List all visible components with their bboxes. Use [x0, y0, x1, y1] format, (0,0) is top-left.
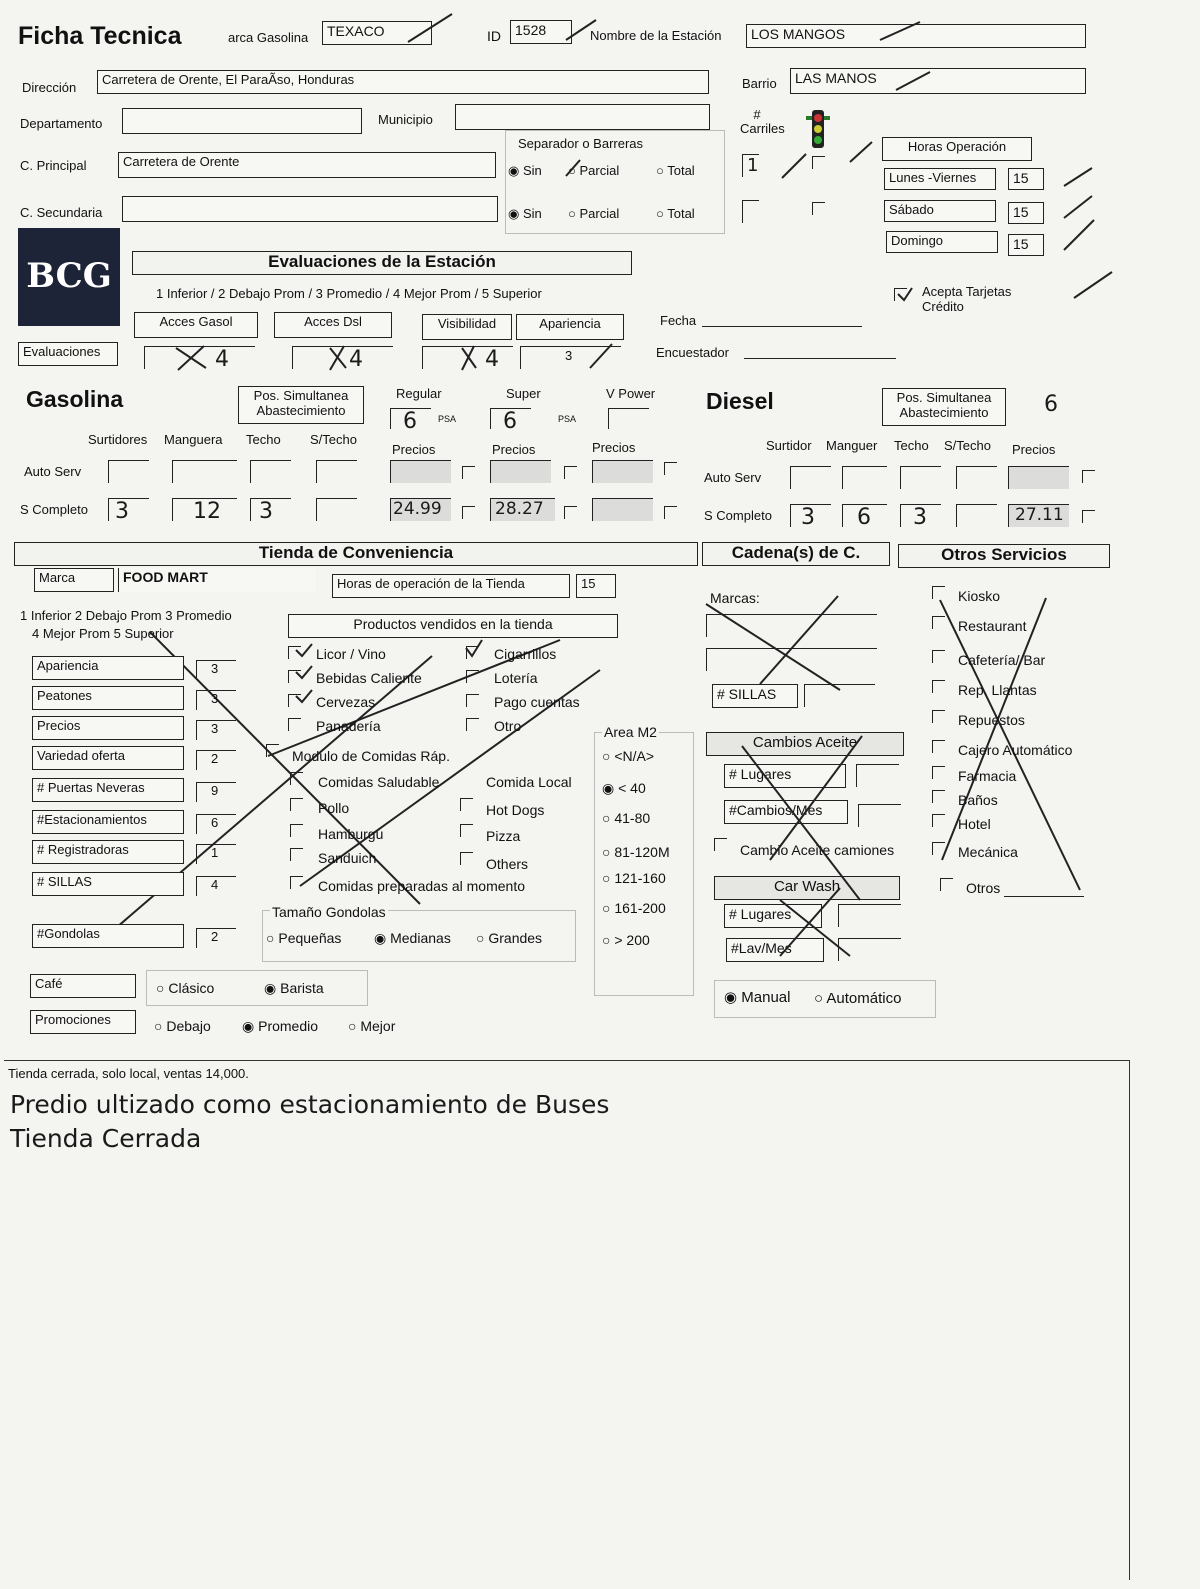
c-principal-label: C. Principal [20, 158, 87, 173]
otros-checkbox-5[interactable] [932, 740, 945, 753]
area-label-5: 161-200 [614, 900, 666, 916]
acces-gasol-label: Acces Gasol [134, 312, 258, 338]
otros-checkbox-3[interactable] [932, 680, 945, 693]
rating-value-7[interactable]: 4 [196, 876, 236, 896]
sep2-sin-radio[interactable]: ◉ Sin [508, 206, 542, 221]
nombre-estacion-field[interactable]: LOS MANGOS [746, 24, 1086, 48]
otros-checkbox-8[interactable] [932, 814, 945, 827]
otros-label-2: Cafetería/ Bar [958, 652, 1046, 668]
carwash-automatico-label: Automático [826, 990, 902, 1007]
apariencia-label: Apariencia [516, 314, 624, 340]
cambio-camiones-label: Cambio Aceite camiones [740, 842, 895, 858]
producto-label-7: Otro [494, 718, 522, 734]
otros-label-6: Farmacia [958, 768, 1017, 784]
comida-checkbox-2[interactable] [290, 824, 303, 837]
rating-value-4[interactable]: 9 [196, 782, 236, 802]
gas-sc-surtidores-value: 3 [115, 499, 129, 524]
page-title: Ficha Tecnica [18, 22, 182, 50]
eval-acces-gasol-value: 4 [215, 347, 229, 372]
otros-checkbox-9[interactable] [932, 842, 945, 855]
cafe-barista-label: Barista [280, 980, 324, 996]
gondolas-title: Tamaño Gondolas [272, 904, 386, 920]
otros-checkbox-7[interactable] [932, 790, 945, 803]
lav-mes-label: #Lav/Mes [726, 938, 824, 962]
tienda-horas-field[interactable]: 15 [576, 574, 616, 598]
gondolas-pequenas-label: Pequeñas [278, 930, 342, 946]
sep1-total-label: Total [667, 163, 695, 178]
rating-label-1: Peatones [32, 686, 184, 710]
lunes-viernes-field[interactable]: 15 [1008, 168, 1044, 190]
vpower-precios-label: Precios [592, 440, 636, 455]
tienda-horas-label: Horas de operación de la Tienda [332, 574, 570, 598]
cambios-aceite-button[interactable]: Cambios Aceite [706, 732, 904, 756]
cafe-clasico-label: Clásico [168, 980, 215, 996]
gas-col-manguera: Manguera [164, 432, 223, 447]
gondolas-grandes-radio[interactable]: ○ Grandes [476, 930, 543, 946]
gondolas-medianas-radio[interactable]: ◉ Medianas [374, 930, 451, 946]
carriles-label: # Carriles [740, 107, 785, 136]
diesel-title: Diesel [706, 388, 774, 414]
comida-label-2: Hamburgu [318, 826, 384, 842]
rating-value-3[interactable]: 2 [196, 750, 236, 770]
gas-col-surtidores: Surtidores [88, 432, 148, 447]
diesel-col-manguer: Manguer [826, 438, 878, 453]
otros-label-7: Baños [958, 792, 998, 808]
gondolas-medianas-label: Medianas [390, 930, 451, 946]
super-precios-label: Precios [492, 442, 536, 457]
tienda-marca-label: Marca [34, 568, 114, 592]
diesel-s-completo-label: S Completo [704, 508, 772, 523]
sep1-total-radio[interactable]: ○ Total [656, 163, 695, 178]
producto-checkbox-1[interactable] [288, 670, 301, 683]
car-wash-button[interactable]: Car Wash [714, 876, 900, 900]
producto-label-0: Licor / Vino [316, 646, 386, 662]
sep2-parcial-radio[interactable]: ○ Parcial [568, 206, 620, 221]
evaluaciones-scale: 1 Inferior / 2 Debajo Prom / 3 Promedio / 4 Mejor Prom / 5 Superior [156, 286, 542, 301]
productos-header: Productos vendidos en la tienda [288, 614, 618, 638]
regular-psa-label: PSA [438, 414, 457, 424]
comida-checkbox-1[interactable] [290, 798, 303, 811]
producto-label-3: Panadería [316, 718, 381, 734]
comida-checkbox-4[interactable] [290, 876, 303, 889]
diesel-col-stecho: S/Techo [944, 438, 991, 453]
tienda-scale-1: 1 Inferior 2 Debajo Prom 3 Promedio [20, 608, 232, 623]
horas-operacion-button[interactable]: Horas Operación [882, 137, 1032, 161]
super-label: Super [506, 386, 541, 401]
area-label-1: < 40 [618, 780, 646, 796]
otros-label-9: Mecánica [958, 844, 1018, 860]
promo-promedio-radio[interactable]: ◉ Promedio [242, 1018, 319, 1034]
fecha-label: Fecha [660, 313, 697, 328]
sep1-sin-radio[interactable]: ◉ Sin [508, 163, 542, 178]
regular-precios-label: Precios [392, 442, 436, 457]
producto-checkbox-6[interactable] [466, 694, 479, 707]
producto-label-4: Cigarrillos [494, 646, 557, 662]
diesel-col-techo: Techo [894, 438, 929, 453]
sabado-field[interactable]: 15 [1008, 202, 1044, 224]
promo-mejor-label: Mejor [360, 1018, 396, 1034]
area-label-2: 41-80 [614, 810, 651, 826]
regular-label: Regular [396, 386, 442, 401]
vpower-label: V Power [606, 386, 656, 401]
carriles-value: 1 [747, 155, 759, 176]
producto-label-5: Lotería [494, 670, 538, 686]
evaluaciones-header: Evaluaciones de la Estación [132, 251, 632, 275]
area-radio-2[interactable]: ○ 41-80 [602, 810, 651, 826]
encuestador-label: Encuestador [656, 345, 729, 360]
rating-label-7: # SILLAS [32, 872, 184, 896]
local-checkbox-1[interactable] [460, 824, 473, 837]
area-radio-5[interactable]: ○ 161-200 [602, 900, 666, 916]
local-checkbox-0[interactable] [460, 798, 473, 811]
diesel-pos-sim-label: Pos. Simultanea Abastecimiento [882, 388, 1006, 426]
area-radio-4[interactable]: ○ 121-160 [602, 870, 666, 886]
gas-sc-precio-super-value: 28.27 [495, 499, 544, 519]
cadena-marcas-label: Marcas: [710, 590, 760, 606]
marca-gasolina-label: arca Gasolina [228, 30, 309, 45]
sep1-sin-label: Sin [522, 163, 542, 178]
super-psa-label: PSA [558, 414, 577, 424]
acces-dsl-label: Acces Dsl [274, 312, 392, 338]
cambios-lugares-label: # Lugares [724, 764, 846, 788]
gas-pos-sim-label: Pos. Simultanea Abastecimiento [238, 386, 364, 424]
otros-servicios-header: Otros Servicios [898, 544, 1110, 568]
sep2-total-label: Total [667, 206, 695, 221]
visibilidad-label: Visibilidad [422, 314, 512, 340]
local-label-0: Hot Dogs [486, 802, 545, 818]
tienda-scale-2: 4 Mejor Prom 5 Superior [32, 626, 174, 641]
otros-label-8: Hotel [958, 816, 991, 832]
promo-debajo-radio[interactable]: ○ Debajo [154, 1018, 211, 1034]
barrio-label: Barrio [742, 76, 777, 91]
producto-label-6: Pago cuentas [494, 694, 580, 710]
notes-typed: Tienda cerrada, solo local, ventas 14,000. [8, 1066, 249, 1081]
producto-checkbox-3[interactable] [288, 718, 301, 731]
rating-value-5[interactable]: 6 [196, 814, 236, 834]
otros-checkbox-1[interactable] [932, 616, 945, 629]
diesel-precios-label: Precios [1012, 442, 1056, 457]
gondolas-grandes-label: Grandes [488, 930, 543, 946]
diesel-sc-surtidor-value: 3 [801, 505, 815, 530]
otros-label-0: Kiosko [958, 588, 1001, 604]
promo-promedio-label: Promedio [258, 1018, 319, 1034]
comida-checkbox-3[interactable] [290, 848, 303, 861]
otros-label-1: Restaurant [958, 618, 1027, 634]
municipio-label: Municipio [378, 112, 433, 127]
tienda-header: Tienda de Conveniencia [14, 542, 698, 566]
rating-value-2[interactable]: 3 [196, 720, 236, 740]
cafe-label: Café [30, 974, 136, 998]
local-label-1: Pizza [486, 828, 521, 844]
carwash-lugares-label: # Lugares [724, 904, 822, 928]
producto-checkbox-7[interactable] [466, 718, 479, 731]
producto-checkbox-4[interactable] [466, 646, 479, 659]
area-radio-1[interactable]: ◉ < 40 [602, 780, 646, 796]
comida-checkbox-0[interactable] [290, 772, 303, 785]
gas-sc-precio-regular-value: 24.99 [393, 499, 442, 519]
rating-label-6: # Registradoras [32, 840, 184, 864]
notes-handwritten-1: Predio ultizado como estacionamiento de Buses [10, 1090, 610, 1119]
producto-checkbox-0[interactable] [288, 646, 301, 659]
diesel-pos-value: 6 [1044, 392, 1058, 417]
acepta-tarjetas-label: Acepta Tarjetas Crédito [922, 284, 1012, 314]
otros-label-4: Repuestos [958, 712, 1025, 728]
producto-label-2: Cervezas [316, 694, 376, 710]
sep1-parcial-label: Parcial [579, 163, 620, 178]
comida-local-label: Comida Local [486, 774, 572, 790]
diesel-sc-manguer-value: 6 [857, 505, 871, 530]
carwash-manual-radio[interactable]: ◉ Manual [724, 989, 791, 1006]
id-label: ID [487, 28, 501, 44]
promo-mejor-radio[interactable]: ○ Mejor [348, 1018, 396, 1034]
rating-value-1[interactable]: 3 [196, 690, 236, 710]
carwash-automatico-radio[interactable]: ○ Automático [814, 990, 902, 1007]
super-pos-value: 6 [503, 409, 517, 434]
area-label-3: 81-120M [614, 844, 670, 860]
cadena-header: Cadena(s) de C. [702, 542, 890, 566]
domingo-field[interactable]: 15 [1008, 234, 1044, 256]
area-label-6: > 200 [614, 932, 650, 948]
notes-handwritten-2: Tienda Cerrada [10, 1124, 202, 1153]
cambios-mes-label: #Cambios/Mes [724, 800, 848, 824]
area-radio-0[interactable]: ○ <N/A> [602, 748, 655, 764]
otros-label-5: Cajero Automático [958, 742, 1073, 758]
gasolina-title: Gasolina [26, 386, 124, 412]
lunes-viernes-label: Lunes -Viernes [884, 168, 996, 190]
comida-label-4: Comidas preparadas al momento [318, 878, 525, 894]
sep2-sin-label: Sin [522, 206, 542, 221]
rating-label-4: # Puertas Neveras [32, 778, 184, 802]
departamento-label: Departamento [20, 116, 103, 131]
otros-checkbox-0[interactable] [932, 586, 945, 599]
regular-pos-value: 6 [403, 409, 417, 434]
eval-acces-dsl-value: 4 [349, 347, 363, 372]
area-radio-6[interactable]: ○ > 200 [602, 932, 650, 948]
nombre-estacion-label: Nombre de la Estación [590, 28, 722, 43]
direccion-label: Dirección [22, 80, 77, 95]
id-field[interactable]: 1528 [510, 20, 572, 44]
sep1-parcial-radio[interactable]: ○ Parcial [568, 163, 620, 178]
area-radio-3[interactable]: ○ 81-120M [602, 844, 670, 860]
diesel-sc-techo-value: 3 [913, 505, 927, 530]
sep2-total-radio[interactable]: ○ Total [656, 206, 695, 221]
carwash-manual-label: Manual [741, 989, 791, 1006]
promociones-label: Promociones [30, 1010, 136, 1034]
gas-col-techo: Techo [246, 432, 281, 447]
rating-label-3: Variedad oferta [32, 746, 184, 770]
otros-checkbox-10[interactable] [940, 878, 953, 891]
tienda-marca-field[interactable]: FOOD MART [118, 568, 316, 592]
c-principal-field[interactable]: Carretera de Orente [118, 152, 496, 178]
otros-label-10: Otros [966, 880, 1001, 896]
rating-label-2: Precios [32, 716, 184, 740]
gas-s-completo-label: S Completo [20, 502, 88, 517]
gas-col-stecho: S/Techo [310, 432, 357, 447]
rating-value-0[interactable]: 3 [196, 660, 236, 680]
gas-auto-serv-label: Auto Serv [24, 464, 82, 479]
local-label-2: Others [486, 856, 529, 872]
marca-gasolina-field[interactable]: TEXACO [322, 21, 432, 45]
rating-label-8: #Gondolas [32, 924, 184, 948]
producto-checkbox-2[interactable] [288, 694, 301, 707]
otros-checkbox-2[interactable] [932, 650, 945, 663]
diesel-col-surtidor: Surtidor [766, 438, 812, 453]
c-secundaria-label: C. Secundaria [20, 205, 103, 220]
barrio-field[interactable]: LAS MANOS [790, 68, 1086, 94]
diesel-auto-serv-label: Auto Serv [704, 470, 762, 485]
domingo-label: Domingo [886, 231, 998, 253]
rating-label-0: Apariencia [32, 656, 184, 680]
area-title: Area M2 [604, 724, 657, 740]
producto-label-1: Bebidas Caliente [316, 670, 422, 686]
gas-sc-techo-value: 3 [259, 499, 273, 524]
comida-label-3: Sanduich [318, 850, 377, 866]
comida-label-1: Pollo [318, 800, 350, 816]
comida-label-0: Comidas Saludable [318, 774, 440, 790]
cadena-sillas-label: # SILLAS [712, 684, 798, 708]
evaluaciones-label: Evaluaciones [18, 342, 118, 366]
gondolas-pequenas-radio[interactable]: ○ Pequeñas [266, 930, 342, 946]
otros-checkbox-4[interactable] [932, 710, 945, 723]
otros-label-3: Rep. Llantas [958, 682, 1037, 698]
producto-checkbox-5[interactable] [466, 670, 479, 683]
eval-apariencia-value: 3 [565, 348, 573, 363]
eval-visibilidad-value: 4 [485, 347, 499, 372]
gas-sc-manguera-value: 12 [193, 499, 221, 524]
cafe-clasico-radio[interactable]: ○ Clásico [156, 980, 215, 996]
direccion-field[interactable]: Carretera de Orente, El ParaÃso, Honduras [97, 70, 709, 94]
promo-debajo-label: Debajo [166, 1018, 211, 1034]
sabado-label: Sábado [884, 200, 996, 222]
separador-title: Separador o Barreras [518, 136, 644, 151]
local-checkbox-2[interactable] [460, 852, 473, 865]
rating-value-8[interactable]: 2 [196, 928, 236, 948]
area-label-0: <N/A> [614, 748, 655, 764]
otros-checkbox-6[interactable] [932, 766, 945, 779]
diesel-sc-precio-value: 27.11 [1015, 505, 1064, 525]
modulo-comidas-label: Modulo de Comidas Ráp. [292, 748, 450, 764]
logo-text: BCG [26, 256, 112, 296]
rating-label-5: #Estacionamientos [32, 810, 184, 834]
area-label-4: 121-160 [614, 870, 666, 886]
rating-value-6[interactable]: 1 [196, 844, 236, 864]
sep2-parcial-label: Parcial [579, 206, 620, 221]
cafe-barista-radio[interactable]: ◉ Barista [264, 980, 324, 996]
